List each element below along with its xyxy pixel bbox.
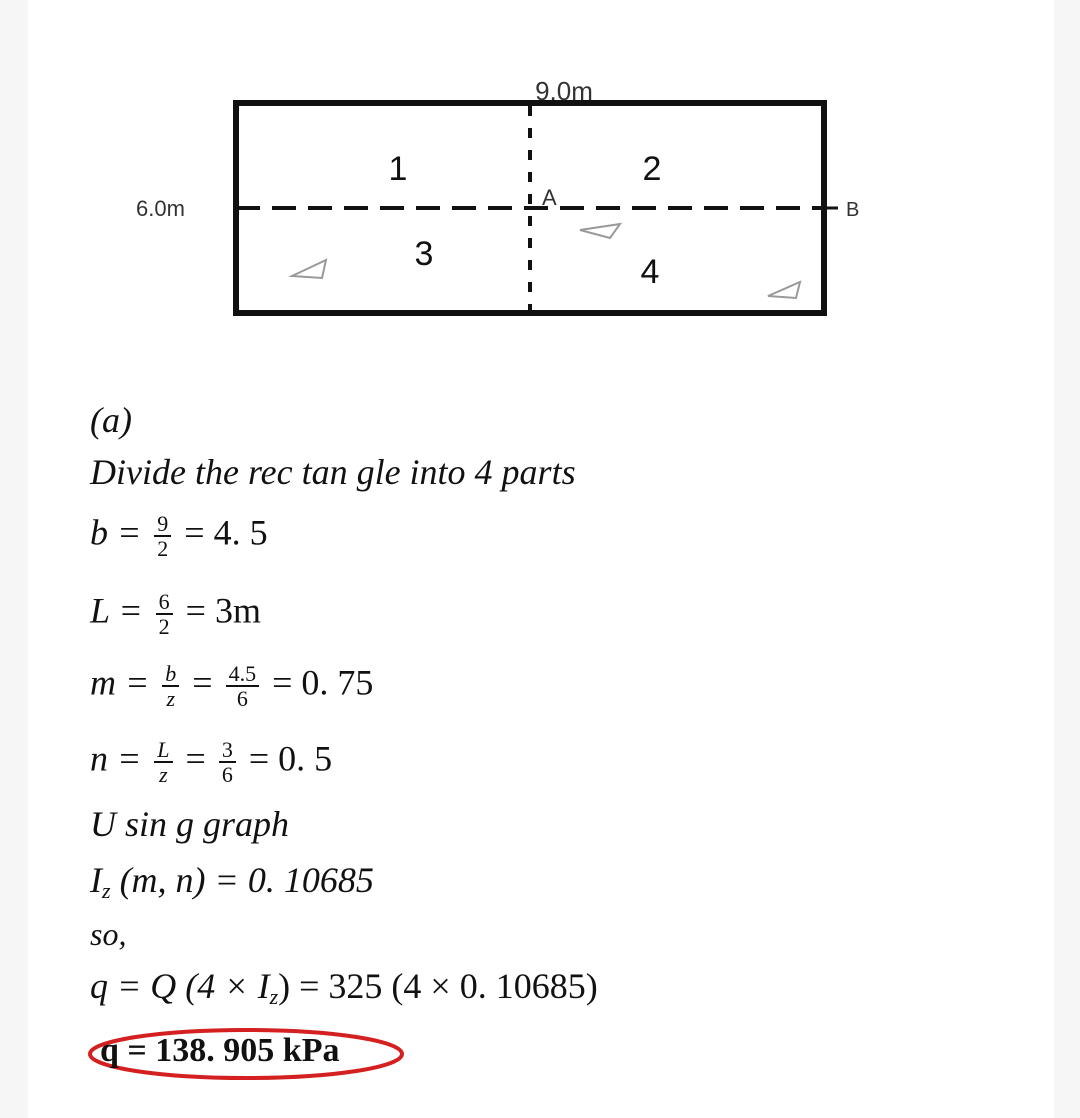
intro-text: Divide the rec tan gle into 4 parts	[90, 452, 576, 492]
left-dimension-label: 6.0m	[136, 196, 185, 221]
equation-m	[90, 662, 373, 710]
part-3-label: 3	[414, 235, 434, 273]
n-fraction-1: $\frac{L}{z}$	[154, 738, 172, 786]
m-fraction-2: $\frac{4.5}{6}$	[226, 662, 260, 710]
m-fraction-1: $\frac{b}{z}$	[162, 662, 179, 710]
L-fraction: $\frac{6}{2}$	[156, 590, 173, 638]
equation-L	[90, 590, 261, 638]
final-answer: q = 138. 905 kPa	[100, 1032, 340, 1069]
n-fraction-2: $\frac{3}{6}$	[219, 738, 236, 786]
L-lhs: L =	[90, 590, 143, 631]
point-b-label: B	[846, 199, 860, 221]
b-lhs: b =	[90, 512, 142, 553]
rectangle-figure	[0, 0, 1080, 340]
equation-n	[90, 738, 332, 786]
arrow-mark-1	[292, 260, 326, 278]
n-rhs: = 0. 5	[248, 738, 333, 779]
top-dimension-label: 9.0m	[535, 76, 593, 106]
arrow-mark-3	[768, 282, 800, 298]
part-label: (a)	[90, 400, 132, 440]
n-equals: =	[185, 738, 206, 779]
part-4-label: 4	[640, 253, 660, 291]
b-rhs: = 4. 5	[184, 512, 268, 553]
using-graph-text: U sin g graph	[90, 804, 290, 844]
point-a-label: A	[542, 185, 557, 210]
L-rhs: = 3m	[185, 590, 261, 631]
q-equation: q = Q $(4 \times I_z) = 325$ (4 × 0. 10685)	[90, 966, 598, 1009]
part-1-label: 1	[388, 150, 408, 188]
b-fraction: $\frac{9}{2}$	[154, 512, 171, 560]
n-lhs: n =	[90, 738, 142, 779]
m-lhs: m =	[90, 662, 150, 703]
m-equals: =	[192, 662, 213, 703]
so-text: so,	[90, 916, 127, 952]
part-2-label: 2	[642, 150, 662, 188]
equation-b	[90, 512, 268, 560]
iz-value: $I_z$ (m, n) = 0. 10685	[90, 860, 374, 903]
m-rhs: = 0. 75	[272, 662, 374, 703]
arrow-mark-2	[580, 224, 620, 238]
